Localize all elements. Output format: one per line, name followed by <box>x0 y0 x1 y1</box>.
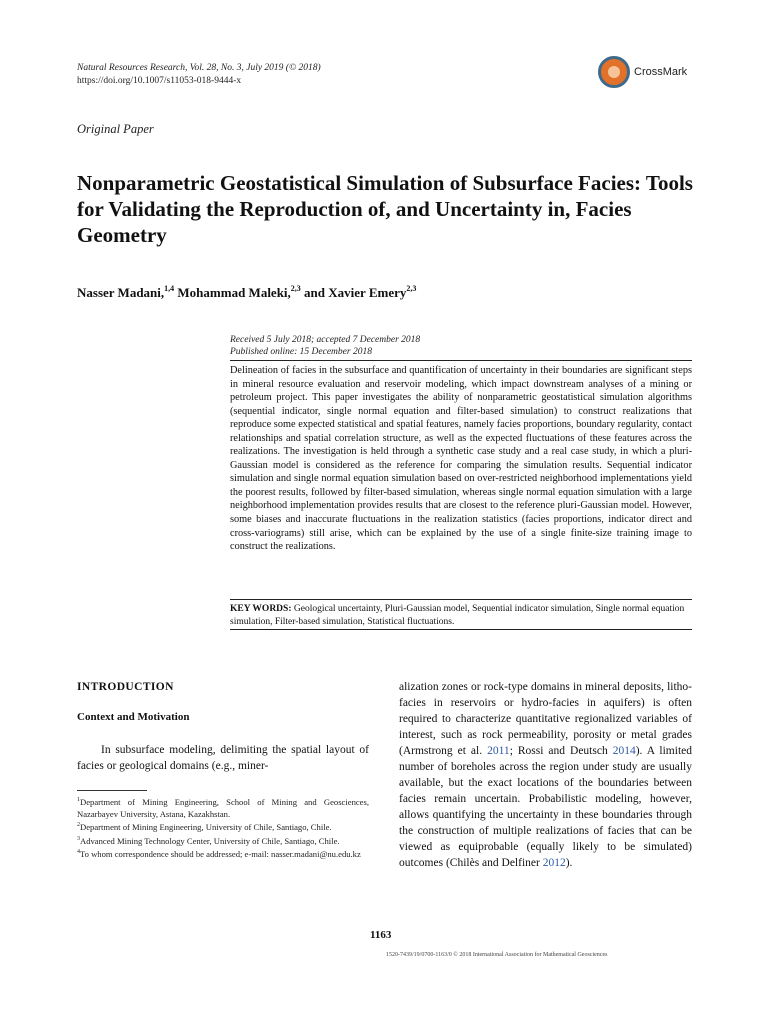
author-name: Xavier Emery <box>328 285 407 300</box>
citation-link[interactable]: 2014 <box>612 745 636 757</box>
footnote-number: 1 <box>77 797 80 803</box>
footnote <box>77 795 369 820</box>
page-number: 1163 <box>370 929 392 941</box>
abstract-top-rule <box>230 360 692 361</box>
author-affiliation: 1,4 <box>164 284 175 293</box>
footnote-number: 3 <box>77 835 80 842</box>
crossmark-badge[interactable] <box>598 55 694 89</box>
author-connector: and <box>304 285 326 300</box>
journal-citation: Natural Resources Research, Vol. 28, No. 3, July 2019 (© 2018) <box>77 63 321 73</box>
body-paragraph-left: In subsurface modeling, delimiting the spatial layout of facies or geological domains (e.g., miner- <box>77 744 369 772</box>
published-date: Published online: 15 December 2018 <box>230 347 372 357</box>
footnote-text: Department of Mining Engineering, School of Mining and Geosciences, Nazarbayev University, Astana, Kazakhstan. <box>77 797 369 819</box>
footnote-text: To whom correspondence should be addressed; e-mail: nasser.madani@nu.edu.kz <box>80 849 361 860</box>
author-affiliation: 2,3 <box>406 284 417 293</box>
abstract-text: Delineation of facies in the subsurface and quantification of uncertainty in their boundaries are significant steps in mineral resource evaluation and reservoir modeling, which impact downstream analyses of a mining or petroleum project. This paper investigates the ability of nonparametric geostatistical simulation algorithms (sequential indicator, single normal equation and filter-based simulation) to construct realizations that reproduce some expected statistical and spatial features, namely facies proportions, boundary regularity, contact relationships and spatial correlation structure, as well as the expected fluctuations of these features across the realizations. The investigation is held through a synthetic case study and a real case study, in which a pluri-Gaussian model is considered as the reference for comparing the simulation results. Sequential indicator simulation and single normal equation simulation based on over-restricted neighborhood implementations yield the poorest results, followed by filter-based simulation, whereas single normal equation simulation with a large neighborhood implementation provides results that are closest to the reference pluri-Gaussian model. However, some biases and inaccurate fluctuations in the realization statistics (facies proportions, indicator direct and cross-variograms) still arise, which can be explained by the use of a single finite-size training image to construct the realizations. <box>230 365 692 553</box>
author-affiliation: 2,3 <box>290 284 301 293</box>
author-name: Nasser Madani, <box>77 285 165 300</box>
footnote <box>77 847 369 861</box>
footnote-rule <box>77 790 147 791</box>
footnote-number: 2 <box>77 822 80 829</box>
crossmark-label: CrossMark <box>634 66 688 78</box>
body-paragraph-right <box>399 679 692 871</box>
subsection-heading: Context and Motivation <box>77 711 190 723</box>
copyright-line: 1520-7439/19/0700-1163/0 © 2018 International Association for Mathematical Geosciences <box>386 952 608 958</box>
abstract-bottom-rule <box>230 599 692 600</box>
citation-link[interactable]: 2011 <box>487 745 510 757</box>
keywords-label: KEY WORDS: <box>230 604 292 614</box>
article-title: Nonparametric Geostatistical Simulation of Subsurface Facies: Tools for Validating the Reproduction of, and Uncertainty in, Facies Geometry <box>77 171 693 247</box>
doi-link[interactable]: https://doi.org/10.1007/s11053-018-9444-x <box>77 76 242 86</box>
footnote-text: Advanced Mining Technology Center, University of Chile, Santiago, Chile. <box>80 835 340 846</box>
article-dates <box>230 334 420 358</box>
footnotes <box>77 795 369 861</box>
article-type: Original Paper <box>77 122 154 136</box>
author-list <box>77 284 416 301</box>
received-date: Received 5 July 2018; accepted 7 December 2018 <box>230 335 421 345</box>
keywords <box>230 603 692 628</box>
crossmark-icon <box>598 56 630 88</box>
citation-link[interactable]: 2012 <box>542 857 566 869</box>
footnote <box>77 834 369 848</box>
paragraph-text: ; Rossi and Deutsch <box>509 745 613 757</box>
section-heading: INTRODUCTION <box>77 681 174 693</box>
keywords-bottom-rule <box>230 629 692 630</box>
paragraph-text: ). A limited number of boreholes across the region under study are usually available, but the exact locations of the boundaries between facies remain uncertain. Probabilistic modeling, however, allows quantifying the uncertainty in these boundaries through the construction of multiple realizations of facies that can be viewed as equiprobable (equally likely to be simulated) outcomes (Chilès and Delfiner <box>399 745 692 869</box>
paragraph-text: ). <box>565 857 573 869</box>
footnote-text: Department of Mining Engineering, University of Chile, Santiago, Chile. <box>80 822 332 833</box>
author-name: Mohammad Maleki, <box>177 285 291 300</box>
paragraph-text: alization zones or rock-type domains in mineral deposits, litho-facies in reservoirs or hydro-facies in aquifers) is often required to characterize quantitative regionalized variables of interest, such as rock permeability, porosity or metal grades (Armstrong et al. <box>399 681 692 757</box>
footnote <box>77 820 369 834</box>
keywords-list: Geological uncertainty, Pluri-Gaussian model, Sequential indicator simulation, Single normal equation simulation, Filter-based simulation, Statistical fluctuations. <box>230 604 685 627</box>
footnote-number: 4 <box>77 849 80 856</box>
